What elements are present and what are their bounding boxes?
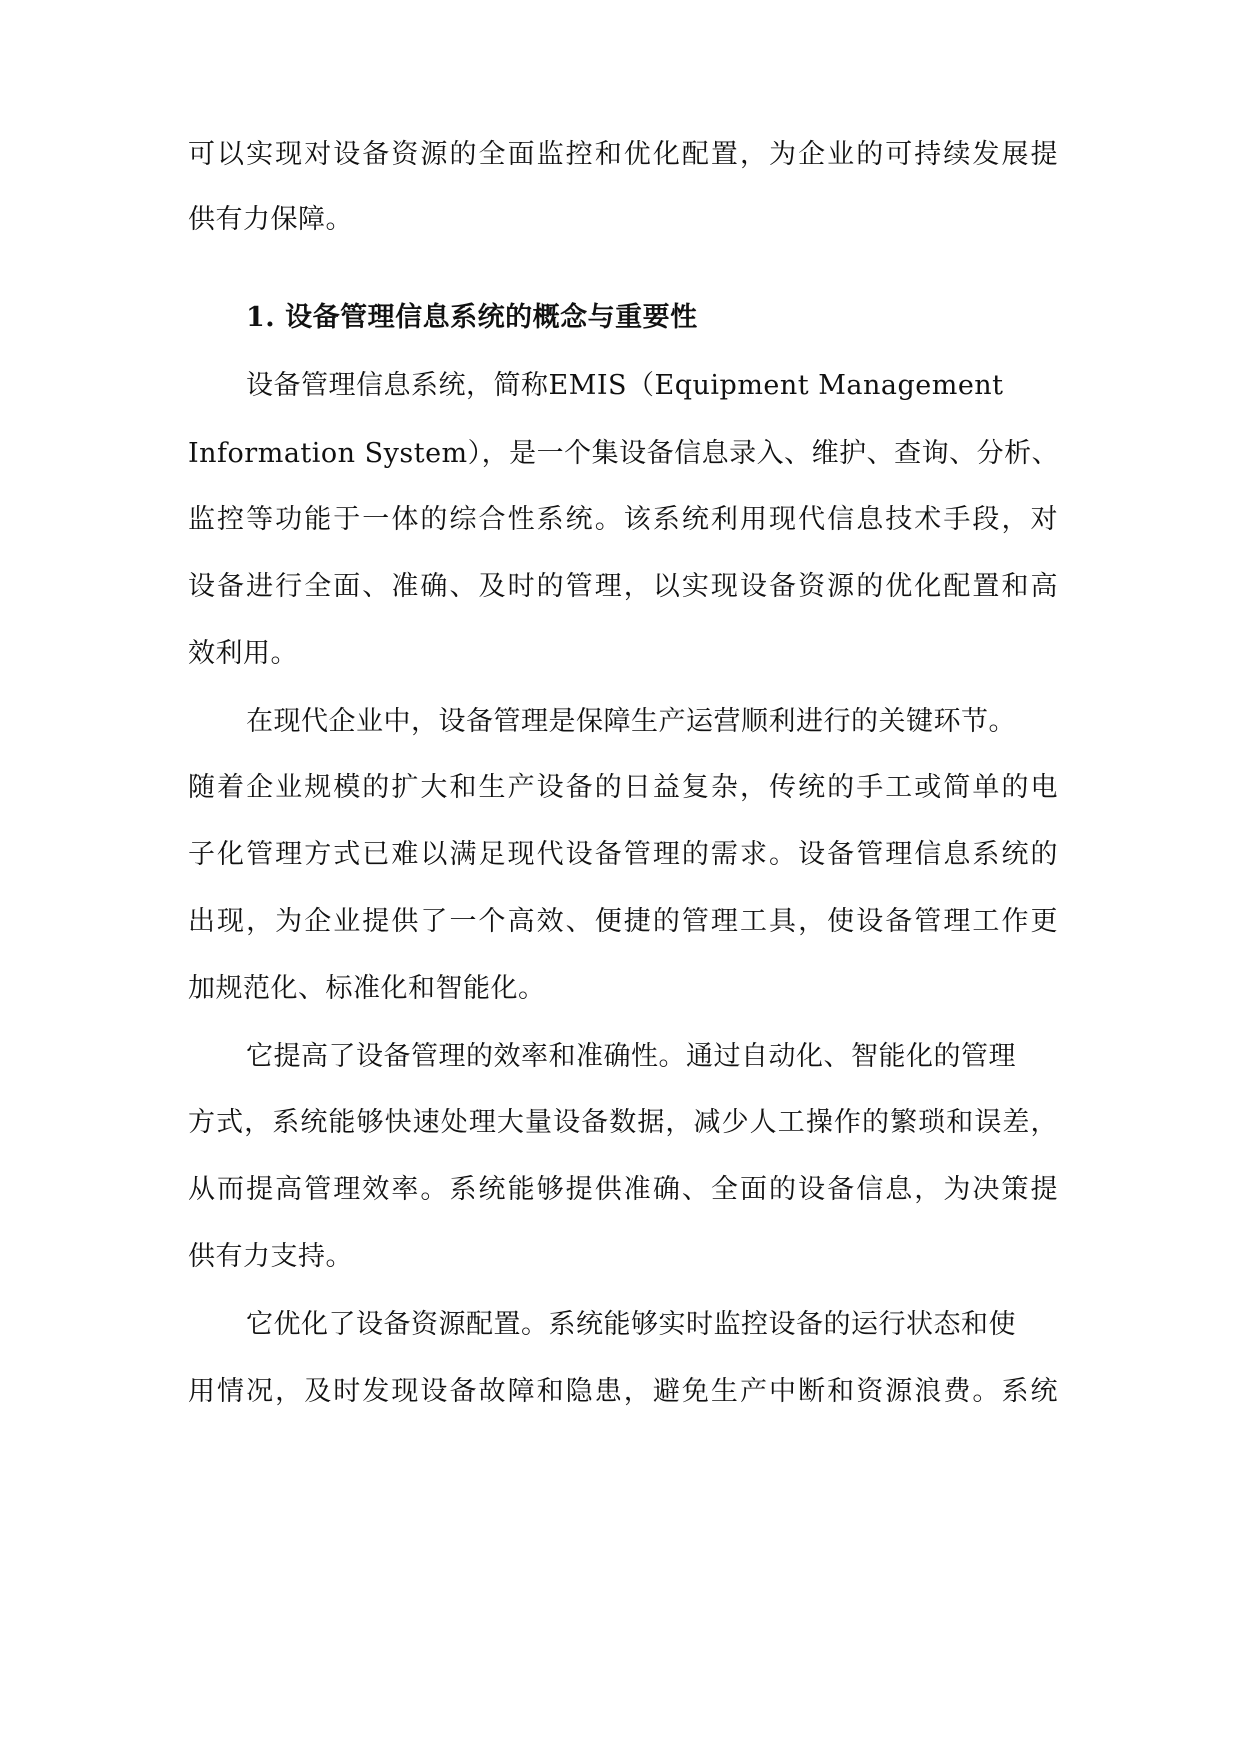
section-heading: 1. 设备管理信息系统的概念与重要性 [246,302,698,333]
text-line: 用情况，及时发现设备故障和隐患，避免生产中断和资源浪费。系统 [188,1376,1058,1407]
text-line: 供有力保障。 [188,204,353,235]
text-line: Information System），是一个集设备信息录入、维护、查询、分析、 [188,438,1060,469]
text-line: 从而提高管理效率。系统能够提供准确、全面的设备信息，为决策提 [188,1174,1058,1205]
text-line: 随着企业规模的扩大和生产设备的日益复杂，传统的手工或简单的电 [188,772,1058,803]
text-line: 它提高了设备管理的效率和准确性。通过自动化、智能化的管理 [246,1041,1016,1072]
text-line: 设备管理信息系统，简称EMIS（Equipment Management [246,370,1004,401]
text-line: 监控等功能于一体的综合性系统。该系统利用现代信息技术手段，对 [188,504,1058,535]
text-line: 子化管理方式已难以满足现代设备管理的需求。设备管理信息系统的 [188,839,1058,870]
text-line: 出现，为企业提供了一个高效、便捷的管理工具，使设备管理工作更 [188,906,1058,937]
text-line: 它优化了设备资源配置。系统能够实时监控设备的运行状态和使 [246,1309,1016,1340]
text-line: 在现代企业中，设备管理是保障生产运营顺利进行的关键环节。 [246,706,1016,737]
text-line: 供有力支持。 [188,1241,353,1272]
text-line: 效利用。 [188,638,298,669]
text-line: 方式，系统能够快速处理大量设备数据，减少人工操作的繁琐和误差， [188,1107,1058,1138]
text-line: 设备进行全面、准确、及时的管理，以实现设备资源的优化配置和高 [188,571,1058,602]
text-line: 加规范化、标准化和智能化。 [188,973,546,1004]
text-line: 可以实现对设备资源的全面监控和优化配置，为企业的可持续发展提 [188,139,1058,170]
